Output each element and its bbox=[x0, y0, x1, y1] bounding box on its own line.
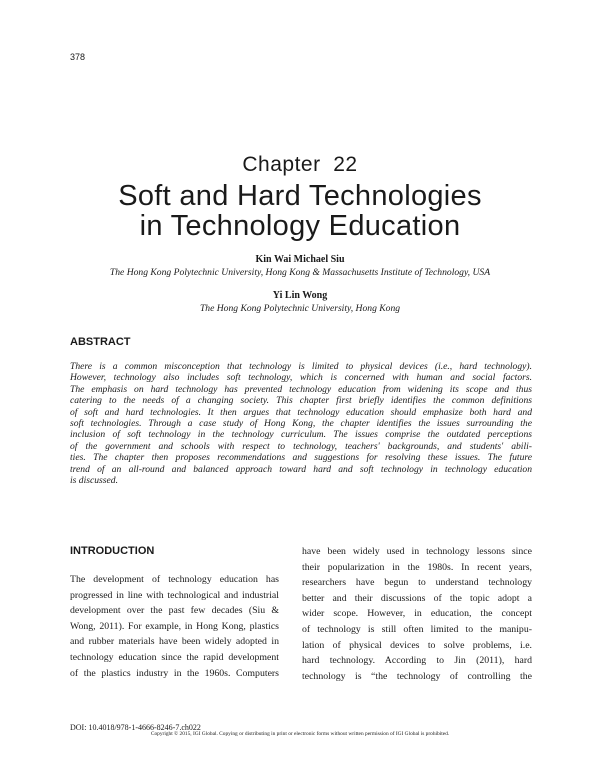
abstract-heading: ABSTRACT bbox=[70, 336, 131, 348]
body-line: their popularization in the 1980s. In recent years, bbox=[302, 561, 532, 573]
body-line: of the plastics industry in the 1960s. Computers bbox=[70, 667, 279, 679]
body-column-right bbox=[302, 544, 532, 684]
abstract-line: inclusion of soft technology in the technology curriculum. The issues comprise the outdated perceptions bbox=[70, 429, 532, 441]
abstract-line: ties. The chapter then proposes recommendations and suggestions for resolving these issues. The future bbox=[70, 452, 532, 464]
abstract-line: However, technology also includes soft technology, which is concerned with human and social factors. bbox=[70, 372, 532, 384]
author-name-1: Kin Wai Michael Siu bbox=[255, 254, 345, 265]
body-line: development over the past few decades (Siu & bbox=[70, 605, 279, 617]
chapter-title-line-1: Soft and Hard Technologies bbox=[118, 180, 482, 212]
abstract-line: trend of an all-round and balanced approach toward hard and soft technology in technology education bbox=[70, 463, 532, 475]
copyright-notice: Copyright © 2015, IGI Global. Copying or distributing in print or electronic forms without written permission of IGI Global is prohibited. bbox=[150, 731, 450, 737]
body-line: hard technology. According to Jin (2011), hard bbox=[302, 655, 532, 667]
body-line: The development of technology education has bbox=[70, 574, 279, 585]
body-line: technology education since the rapid development bbox=[70, 651, 279, 663]
body-column-left bbox=[70, 572, 279, 681]
introduction-heading: INTRODUCTION bbox=[70, 545, 155, 557]
author-affiliation-2: The Hong Kong Polytechnic University, Hong Kong bbox=[199, 303, 401, 314]
body-line: progressed in line with technological and industrial bbox=[70, 589, 279, 601]
page-number: 378 bbox=[70, 52, 86, 62]
abstract-line: There is a common misconception that technology is limited to physical devices (i.e., hard technology). bbox=[70, 361, 532, 372]
body-line: Wong, 2011). For example, in Hong Kong, plastics bbox=[70, 620, 279, 632]
author-name-2: Yi Lin Wong bbox=[272, 290, 328, 301]
abstract-line: of soft and hard technologies. It then argues that technology education should emphasize both hard and bbox=[70, 406, 532, 418]
body-line: have been widely used in technology lessons since bbox=[302, 546, 532, 557]
body-line: researchers have begun to understand technology bbox=[302, 577, 532, 589]
body-line: technology is “the technology of controlling the bbox=[302, 670, 532, 682]
abstract-line: soft technologies. Through a case study of Hong Kong, the chapter identifies the issues surrounding the bbox=[70, 417, 532, 429]
abstract-line: is discussed. bbox=[70, 474, 118, 486]
body-line: of technology is still often limited to the manipu- bbox=[302, 623, 532, 635]
body-line: better and their discussions of the topic adopt a bbox=[302, 592, 532, 604]
body-line: lation of physical devices to solve problems, i.e. bbox=[302, 639, 532, 651]
author-affiliation-1: The Hong Kong Polytechnic University, Hong Kong & Massachusetts Institute of Technology, USA bbox=[109, 267, 491, 278]
abstract-line: catering to the needs of a changing society. This chapter first briefly identifies the common definitions bbox=[70, 395, 532, 407]
body-line: wider scope. However, in education, the concept bbox=[302, 608, 532, 620]
chapter-title-line-2: in Technology Education bbox=[139, 210, 461, 242]
abstract-body bbox=[70, 361, 532, 486]
abstract-line: The emphasis on hard technology has prevented technology education from widening its scope and thus bbox=[70, 383, 532, 395]
doi: DOI: 10.4018/978-1-4666-8246-7.ch022 bbox=[70, 723, 201, 732]
abstract-line: of the government and schools with respect to technology, teachers' backgrounds, and students' abili- bbox=[70, 440, 532, 452]
body-line: and rubber materials have been widely adopted in bbox=[70, 636, 279, 648]
chapter-label: Chapter 22 bbox=[242, 153, 358, 176]
